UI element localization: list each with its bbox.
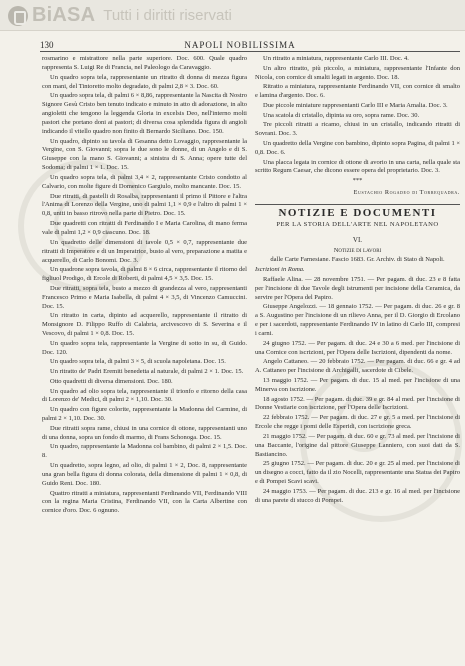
brand-tagline: Tutti i diritti riservati — [103, 7, 232, 24]
paragraph: Un quadro, dipinto su tavola di Gesanna detto Lovaggio, rappresentante la Vergine, con S. Giovanni; sopra le due sono le donne, di un Angelo e di S. Giuseppe con la mano S. Giovanni; a sinistra di S. Anna; opere tutte del Sodoma; di palmi 1 × 1. Doc. 15. — [42, 137, 247, 172]
paragraph: Otto quadretti di diversa dimensioni. Doc. 180. — [50, 377, 173, 385]
header-rule — [40, 51, 460, 52]
section-subheading — [255, 266, 460, 275]
paragraph: Una scatola di cristallo, dipinta su oro, sopra rame. Doc. 30. — [263, 111, 420, 119]
paragraph: Un quadretto della Vergine con bambino, dipinto sopra Pagina, di palmi 1 × 0,8. Doc. 6. — [255, 139, 460, 156]
paragraph: Un quadro sopra tela, rappresentante un ritratto di donna di mezza figura con mani, del Tintoretto molto degradato, di palmi 2,8 × 3. Doc. 60. — [42, 73, 247, 90]
lock-icon — [8, 6, 28, 26]
separator-asterisks: *** — [352, 177, 363, 185]
paragraph: Due ritratti, sopra tela, busto a mezzo di grandezza al vero, rappresentanti Francesco Primo e Maria Isabella, di palmi 4 × 3,5, di Vincenzo Camuccini. Doc. 15. — [42, 284, 247, 310]
paragraph: 22 febbraio 1752. — Per pagam. di duc. 27 e gr. 5 a med. per l'incisione di Ercole che regge i pomi delle Esperidi, con iscrizione greca. — [255, 414, 460, 431]
paragraph: Un quadro sopra tela, di palmi 6 × 8,86, rappresentante la Nascita di Nostro Signore Gesù Cristo ben tenuto indicato e minuto in atto di adorazione, in alto angioletti che tengono la leggenda Gloria in excelsis Deo, nell'interno molti pastori che portano doni ai pastori; di diversa cosa splendida figura di angioli indicando il vitello quadro non finito di Bernardo Siciliano. Doc. 150. — [42, 92, 247, 135]
paragraph: Un quadro ad olio sopra tela, rappresentante il trionfo e ritorno della casa di Lorenzo de' Medici, di palmi 2 × 1,10. Doc. 30. — [42, 387, 247, 404]
right-column — [255, 55, 460, 506]
brand-name: BiASA — [32, 4, 96, 26]
watermark-banner — [0, 0, 465, 31]
paragraph: Un quadro con figure colorite, rappresentante la Madonna del Carmine, di palmi 2 × 1,10. Doc. 30. — [42, 406, 247, 423]
paragraph: Un quadretto delle dimensioni di tavole 0,5 × 0,7, rappresentante due ritratti di Imperatore e di un Imperatrice, busto al vero, preparazione a matita e acquerello, di Carlo Bonomi. Doc. 3. — [42, 238, 247, 264]
paragraph: Due ritratti, di pastelli di Rosalba, rappresentanti il primo il Pittore e l'altra l'Anima di Lorenzo della Vergine, uno di palmi 1,1 × 0,9 e l'altro di palmi 1 × 0,8, uniti in basso ritrovo nella parte di Pietro. Doc. 15. — [42, 192, 247, 218]
subheading-text: Iscrizioni in Roma. — [255, 266, 305, 274]
paragraph: 18 agosto 1752. — Per pagam. di duc. 39 e gr. 84 al med. per l'incisione di Donne Vestiarie con iscrizione, per l'Opera delle Iscrizioni. — [255, 395, 460, 412]
paragraph: 21 maggio 1752. — Per pagam. di duc. 60 e gr. 73 al med. per l'incisione di una Baccante, l'origine dal pittore Giuseppe Lanniero, con suoi dati da S. Bastiancino. — [255, 432, 460, 458]
paragraph: Angelo Cattaneo. — 20 febbraio 1752. — Per pagam. di duc. 66 e gr. 4 ad A. Cattaneo per l'incisione di Archigalli, sacerdote di Cibele. — [255, 358, 460, 375]
section-note: Notizie di lavori — [333, 246, 382, 254]
paragraph: Tre piccoli ritratti a ricamo, chiusi in un cristallo, indicando ritratti di Sovrani. Doc. 3. — [255, 121, 460, 138]
paragraph: Un ritratto de' Padri Eremiti benedetta al naturale, di palmi 2 × 1. Doc. 15. — [50, 368, 244, 376]
paragraph: Un quadro, rappresentante la Madonna col bambino, di palmi 2 × 1,5. Doc. 8. — [42, 443, 247, 460]
paragraph: 24 giugno 1752. — Per pagam. di duc. 24 e 30 a 6 med. per l'incisione di una Cornice con iscrizioni, per l'Opera delle Iscrizioni, dipendenti da nome. — [255, 339, 460, 356]
author-signature: Eustachio Rogadeo di Torrequadra. — [353, 189, 460, 197]
paragraph: Un altro ritratto, più piccolo, a miniatura, rappresentante l'Infante don Nicola, con cornice di smalti legati in argento. Doc. 18. — [255, 64, 460, 81]
paragraph: Raffaele Alina. — 28 novembre 1751. — Per pagam. di duc. 23 e 8 fatta per l'incisione di due Tavole degli istrumenti per incisione della Ceramica, da servire per l'Opera del Papiro. — [255, 275, 460, 301]
brand — [8, 4, 232, 27]
paragraph: Un ritratto in carta, dipinto ad acquerello, rappresentante il ritratto di Monsignore D. Filippo Ruffo di Calabria, arcivescovo di S. Severina e il Vescovo, di palmi 1 × 0,8. Doc. 15. — [42, 312, 247, 338]
section-number: VI. — [352, 235, 363, 244]
paragraph: Ritratto a miniatura, rappresentante Ferdinando VII, con cornice di smalto e lamina d'argento. Doc. 6. — [255, 83, 460, 100]
paragraph: Un ritratto a miniatura, rappresentante Carlo III. Doc. 4. — [263, 55, 409, 62]
paragraph: Due ritratti sopra rame, chiusi in una cornice di ottone, rappresentanti uno di una donna, sopra un fondo di marmo, di Frans Schonoga. Doc. 15. — [42, 424, 247, 441]
paragraph: 13 maggio 1752. — Per pagam. di duc. 15 al med. per l'incisione di una Minerva con iscrizione. — [255, 376, 460, 393]
paragraph: Un quadro sopra tela, di palmi 3,4 × 2, rappresentante Cristo condotto al Calvario, con molte figure di Domenico Gargiulo, molto mancante. Doc. 15. — [42, 173, 247, 190]
paragraph: Giuseppe Angelozzi. — 18 gennaio 1752. — Per pagam. di duc. 26 e gr. 8 a S. Augustino per l'incisione di un rilievo Anna, per il D. Giorgio di Ercolano e per i sacerdoti, rappresentante Ferdinando IV in latino di Carlo III, compresi i carni. — [255, 303, 460, 338]
paragraph: Un quadrone sopra tavola, di palmi 8 × 6 circa, rappresentante il ritorno del figliuol Prodigo, di Ercole di Roberti, di palmi 4,5 × 3,5. Doc. 15. — [42, 266, 247, 283]
left-column — [42, 55, 247, 517]
section-subtitle: PER LA STORIA DELL'ARTE NEL NAPOLETANO — [276, 220, 439, 228]
paragraph: 25 giugno 1752. — Per pagam. di duc. 20 e gr. 25 al med. per l'incisione di un disegno a cocci, fatto da il zio Nocelli, rappresentante una Statua dei Papiro e di Pompei Scavi scavi. — [255, 460, 460, 486]
paragraph: Un quadro sopra tela, di palmi 3 × 5, di scuola napoletana. Doc. 15. — [50, 358, 226, 366]
paragraph: Due piccole miniature rappresentanti Carlo III e Maria Amalia. Doc. 3. — [263, 101, 448, 109]
paragraph: Una placca legata in cornice di ottone di avorio in una carta, nella quale sta scritto Regum Caesar, che dicono essere opera del proprietario. Doc. 3. — [255, 158, 460, 175]
running-title: NAPOLI NOBILISSIMA — [184, 40, 296, 50]
section-title: NOTIZIE E DOCUMENTI — [278, 206, 437, 219]
section-rule — [255, 204, 460, 205]
paragraph: Un quadro sopra tela, rappresentante la Vergine di sotto in su, di Guido. Doc. 120. — [42, 339, 247, 356]
page-number: 130 — [40, 40, 54, 50]
paragraph: 24 maggio 1753. — Per pagam. di duc. 213 e gr. 16 al med. per l'incisione di una parete di stucco di Pompei. — [255, 487, 460, 504]
section-source: dalle Carte Farnesiane. Fascio 1683. Gr. Archiv. di Stato di Napoli. — [270, 256, 445, 264]
paragraph: Quattro ritratti a miniatura, rappresentanti Ferdinando VII, Ferdinando VIII con la regina Maria Cristina, Ferdinando VII, con la Carta Albertine con cornice d'oro. Doc. 6 ognuno. — [42, 489, 247, 515]
paragraph: rosmarino e mistrattore nella parte superiore. Doc. 600. Quale quadro rappresenta S. Luigi Re di Francia, nel Paleologo da Caravaggio. — [42, 55, 247, 71]
paragraph: Un quadretto, sopra legno, ad olio, di palmi 1 × 2, Doc. 8, rappresentante una gran bella figura di donna colorata, della dimensione di palmi 1 × 0,8, di Guido Reni. Doc. 180. — [42, 462, 247, 487]
paragraph: Due quadretti con ritratti di Ferdinando I e Maria Carolina, di mano ferma vale di palmi 1,2 × 0,9 ciascuno. Doc. 18. — [42, 220, 247, 236]
